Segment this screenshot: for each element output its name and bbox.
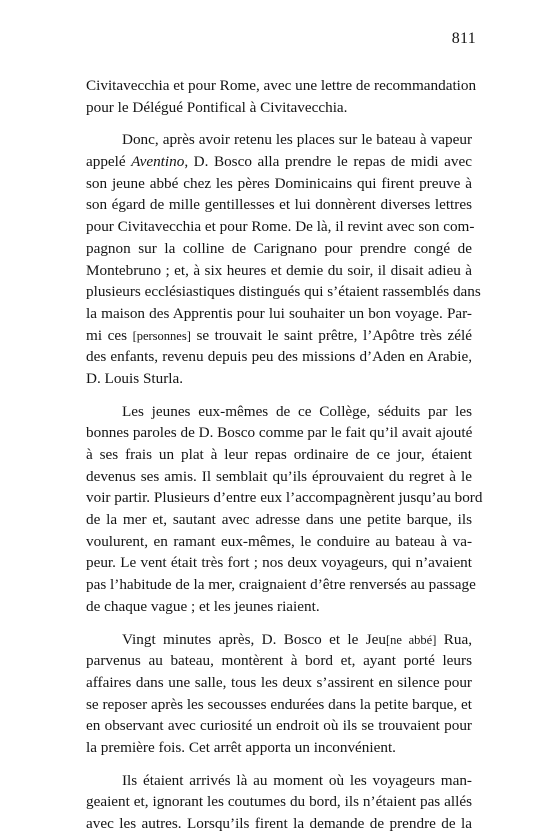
paragraph-gap [86,118,472,129]
text-line [86,401,472,423]
paragraph [86,629,472,759]
text-segment: mi ces [86,326,133,344]
text-segment: pas l’habitude de la mer, craignaient d’être renversés au passage [86,576,476,594]
text-segment: parvenus au bateau, montèrent à bord et, ayant porté leurs [86,652,472,670]
text-segment: à ses frais un plat à leur repas ordinaire de ce jour, étaient [86,446,472,463]
text-line [86,173,472,195]
text-line [86,281,481,303]
text-segment: la maison des Apprentis pour lui souhaiter un bon voyage. Par- [86,304,472,322]
text-line [86,629,472,651]
text-line [86,422,472,444]
text-segment: son jeune abbé chez les pères Dominicains qui firent preuve à [86,174,472,192]
text-segment: de la mer et, sautant avec adresse dans une petite barque, ils [86,511,472,529]
text-segment: des enfants, revenu depuis peu des missions d’Aden en Arabie, [86,348,472,366]
text-segment: bonnes paroles de D. Bosco comme par le fait qu’il avait ajouté [86,424,473,442]
text-line [86,151,472,173]
text-segment: pour Civitavecchia et pour Rome. De là, il revint avec son com- [86,218,475,236]
text-segment: avec les autres. Lorsqu’ils firent la demande de prendre de la [86,815,472,832]
text-segment: geaient et, ignorant les coutumes du bord, ils n’étaient pas allés [86,793,472,811]
text-line [86,444,472,466]
text-segment: appelé [86,153,132,171]
text-segment: Civitavecchia et pour Rome, avec une lettre de recommandation [86,77,477,94]
text-line [86,194,472,216]
paragraph [86,770,472,835]
paragraph [86,75,477,118]
bracketed-insertion: [ne abbé] [385,632,437,647]
page-number: 811 [451,30,476,47]
text-line [86,303,472,325]
bracketed-insertion: [personnes] [132,328,191,343]
text-segment: la première fois. Cet arrêt apporta un inconvénient. [86,738,396,756]
text-segment: , D. Bosco alla prendre le repas de midi avec [184,153,472,171]
text-line [86,129,472,151]
text-line [86,694,472,716]
paragraph-gap [86,390,472,401]
text-segment: se trouvait le saint prêtre, l’Apôtre très zélé [190,326,472,344]
text-line [86,487,483,509]
text-segment: Vingt minutes après, D. Bosco et le Jeu [122,630,386,648]
text-segment: Donc, après avoir retenu les places sur le bateau à vapeur [122,131,472,149]
text-segment: affaires dans une salle, tous les deux s’assirent en silence pour [86,673,472,691]
text-segment: de chaque vague ; et les jeunes riaient. [86,597,320,615]
text-line [86,97,472,119]
text-line [86,346,472,368]
text-segment: voulurent, en ramant eux-mêmes, le conduire au bateau à va- [86,532,472,550]
text-segment: plusieurs ecclésiastiques distingués qui s’étaient rassemblés dans [86,283,481,301]
text-segment: devenus ses amis. Il semblait qu’ils éprouvaient du regret à le [86,467,472,485]
text-segment: peur. Le vent était très fort ; nos deux voyageurs, qui n’avaient [86,554,472,572]
text-segment: se reposer après les secousses endurées dans la petite barque, et [86,695,472,713]
text-line [86,672,472,694]
paragraph-gap [86,618,472,629]
text-segment: D. Louis Sturla. [86,369,184,387]
text-line [86,216,475,238]
text-segment: pagnon sur la colline de Carignano pour prendre congé de [86,239,472,257]
text-line [86,650,472,672]
text-segment: pour le Délégué Pontifical à Civitavecchia. [86,98,348,116]
text-segment: en observant avec curiosité un endroit où ils se trouvaient pour [86,717,472,735]
body-text [86,75,483,835]
text-segment: Les jeunes eux-mêmes de ce Collège, séduits par les [122,402,472,420]
italic-text: Aventino [131,153,185,171]
text-line [86,466,472,488]
text-segment: Montebruno ; et, à six heures et demie du soir, il disait adieu à [86,261,472,279]
text-line [86,368,472,390]
text-segment: Ils étaient arrivés là au moment où les voyageurs man- [122,771,472,789]
text-line [86,574,476,596]
paragraph-gap [86,759,472,770]
text-line [86,552,472,574]
text-segment: voir partir. Plusieurs d’entre eux l’accompagnèrent jusqu’au bord [86,489,483,507]
text-line [86,737,472,759]
text-line [86,596,472,618]
text-line [86,715,472,737]
text-segment: son égard de mille gentillesses et lui donnèrent diverses lettres [86,196,472,214]
text-line [86,238,472,260]
paragraph [86,401,483,618]
text-line [86,813,472,835]
text-segment: Rua, [436,630,472,648]
text-line [86,509,472,531]
paragraph [86,129,481,389]
text-line [86,75,477,97]
text-line [86,531,472,553]
text-line [86,770,472,792]
text-line [86,325,472,347]
text-line [86,260,472,282]
